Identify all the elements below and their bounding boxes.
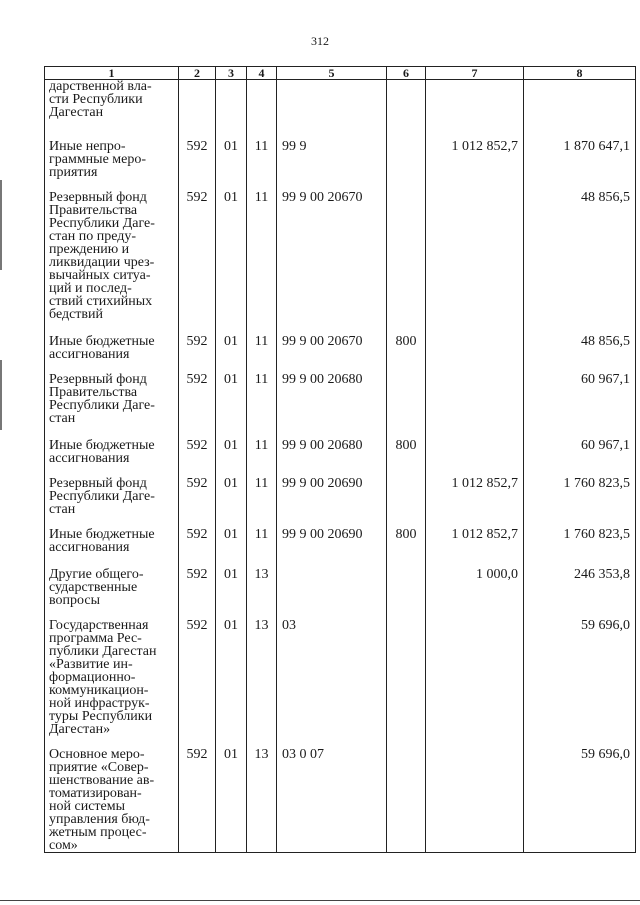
expense-type-cell (387, 607, 426, 736)
subsection-code-cell: 11 (247, 465, 277, 516)
total-amount-cell: 60 967,1 (524, 361, 636, 427)
table-row (45, 128, 636, 179)
row-name-cell (45, 323, 179, 361)
row-name-cell (45, 128, 179, 179)
amount-cell: 1 012 852,7 (426, 465, 524, 516)
row-name-line: Иные бюджетные (49, 437, 155, 453)
admin-code-cell: 592 (179, 179, 216, 323)
target-article-cell: 99 9 00 20680 (277, 361, 387, 427)
scan-edge-mark (0, 180, 2, 270)
admin-code-cell: 592 (179, 427, 216, 465)
subsection-code-cell: 11 (247, 179, 277, 323)
row-name-line: Иные непро- (49, 138, 126, 154)
row-name-line: туры Республики (49, 708, 153, 724)
table-row (45, 607, 636, 736)
row-name-line: жетным процес- (49, 824, 147, 840)
amount-cell (426, 179, 524, 323)
row-name-line: Правительства (49, 202, 138, 218)
row-name-line: дарственной вла- (49, 79, 152, 94)
row-name-line: томатизирован- (49, 785, 142, 801)
budget-table (44, 66, 636, 853)
table-row (45, 736, 636, 853)
row-name-cell (45, 736, 179, 853)
subsection-code-cell: 11 (247, 427, 277, 465)
row-name-line: Государственная (49, 617, 149, 633)
target-article-cell: 99 9 00 20670 (277, 323, 387, 361)
column-header-6: 6 (387, 67, 426, 80)
section-code-cell (216, 80, 247, 128)
column-header-1: 1 (45, 67, 179, 80)
row-name-line: Резервный фонд (49, 371, 147, 387)
section-code-cell: 01 (216, 179, 247, 323)
target-article-cell: 99 9 (277, 128, 387, 179)
amount-cell (426, 361, 524, 427)
expense-type-cell: 800 (387, 427, 426, 465)
row-name-line: приятия (49, 164, 98, 180)
table-body (45, 80, 636, 853)
row-name-line: коммуникацион- (49, 682, 149, 698)
row-name-cell (45, 465, 179, 516)
table-header-row (45, 67, 636, 80)
total-amount-cell: 60 967,1 (524, 427, 636, 465)
column-header-3: 3 (216, 67, 247, 80)
expense-type-cell: 800 (387, 323, 426, 361)
row-name-line: Иные бюджетные (49, 526, 155, 542)
row-name-line: ций и послед- (49, 280, 132, 296)
admin-code-cell: 592 (179, 607, 216, 736)
admin-code-cell: 592 (179, 465, 216, 516)
row-name-line: приятие «Совер- (49, 759, 149, 775)
amount-cell: 1 012 852,7 (426, 128, 524, 179)
expense-type-cell (387, 556, 426, 607)
column-header-8: 8 (524, 67, 636, 80)
row-name-line: ной инфраструк- (49, 695, 150, 711)
row-name-cell (45, 556, 179, 607)
row-name-line: стан по преду- (49, 228, 137, 244)
row-name-line: ассигнования (49, 346, 130, 362)
table-row (45, 323, 636, 361)
row-name-line: Республики Даге- (49, 397, 155, 413)
target-article-cell: 99 9 00 20690 (277, 516, 387, 556)
expense-type-cell: 800 (387, 516, 426, 556)
section-code-cell: 01 (216, 128, 247, 179)
admin-code-cell: 592 (179, 516, 216, 556)
row-name-line: публики Дагестан (49, 643, 157, 659)
expense-type-cell (387, 465, 426, 516)
row-name-line: шенствование ав- (49, 772, 155, 788)
row-name-line: Резервный фонд (49, 475, 147, 491)
row-name-line: сударственные (49, 579, 138, 595)
table-row (45, 427, 636, 465)
subsection-code-cell: 13 (247, 556, 277, 607)
column-header-4: 4 (247, 67, 277, 80)
expense-type-cell (387, 80, 426, 128)
table-row (45, 80, 636, 128)
row-name-line: Республики Даге- (49, 215, 155, 231)
target-article-cell (277, 80, 387, 128)
row-name-cell (45, 516, 179, 556)
total-amount-cell: 246 353,8 (524, 556, 636, 607)
column-header-2: 2 (179, 67, 216, 80)
row-name-line: Республики Даге- (49, 488, 155, 504)
target-article-cell (277, 556, 387, 607)
amount-cell (426, 323, 524, 361)
target-article-cell: 99 9 00 20690 (277, 465, 387, 516)
row-name-line: формационно- (49, 669, 136, 685)
row-name-line: Правительства (49, 384, 138, 400)
row-name-line: Иные бюджетные (49, 333, 155, 349)
row-name-line: ствий стихийных (49, 293, 153, 309)
subsection-code-cell (247, 80, 277, 128)
subsection-code-cell: 11 (247, 361, 277, 427)
admin-code-cell (179, 80, 216, 128)
row-name-line: Резервный фонд (49, 189, 147, 205)
table-row (45, 516, 636, 556)
scan-edge-mark (0, 360, 2, 430)
row-name-line: программа Рес- (49, 630, 142, 646)
row-name-line: граммные меро- (49, 151, 147, 167)
row-name-line: стан (49, 410, 76, 426)
row-name-line: ликвидации чрез- (49, 254, 155, 270)
total-amount-cell: 59 696,0 (524, 607, 636, 736)
section-code-cell: 01 (216, 556, 247, 607)
admin-code-cell: 592 (179, 556, 216, 607)
row-name-line: ной системы (49, 798, 126, 814)
row-name-line: стан (49, 501, 76, 517)
column-header-5: 5 (277, 67, 387, 80)
row-name-cell (45, 361, 179, 427)
target-article-cell: 03 (277, 607, 387, 736)
subsection-code-cell: 11 (247, 128, 277, 179)
total-amount-cell: 1 760 823,5 (524, 465, 636, 516)
expense-type-cell (387, 179, 426, 323)
admin-code-cell: 592 (179, 361, 216, 427)
admin-code-cell: 592 (179, 736, 216, 853)
page-bottom-rule (0, 900, 640, 901)
table-row (45, 179, 636, 323)
section-code-cell: 01 (216, 361, 247, 427)
total-amount-cell (524, 80, 636, 128)
section-code-cell: 01 (216, 427, 247, 465)
target-article-cell: 03 0 07 (277, 736, 387, 853)
table-row (45, 556, 636, 607)
row-name-line: бедствий (49, 306, 104, 322)
subsection-code-cell: 11 (247, 516, 277, 556)
amount-cell (426, 427, 524, 465)
section-code-cell: 01 (216, 736, 247, 853)
row-name-line: Дагестан» (49, 721, 111, 737)
amount-cell: 1 012 852,7 (426, 516, 524, 556)
row-name-cell (45, 427, 179, 465)
section-code-cell: 01 (216, 516, 247, 556)
row-name-cell (45, 607, 179, 736)
row-name-cell (45, 179, 179, 323)
row-name-line: Другие общего- (49, 566, 144, 582)
row-name-line: вопросы (49, 592, 100, 608)
admin-code-cell: 592 (179, 323, 216, 361)
row-name-line: управления бюд- (49, 811, 150, 827)
subsection-code-cell: 13 (247, 607, 277, 736)
table-row (45, 361, 636, 427)
amount-cell (426, 736, 524, 853)
total-amount-cell: 48 856,5 (524, 323, 636, 361)
section-code-cell: 01 (216, 465, 247, 516)
table-row (45, 465, 636, 516)
column-header-7: 7 (426, 67, 524, 80)
subsection-code-cell: 11 (247, 323, 277, 361)
row-name-line: Основное меро- (49, 746, 145, 762)
target-article-cell: 99 9 00 20670 (277, 179, 387, 323)
row-name-line: «Развитие ин- (49, 656, 133, 672)
admin-code-cell: 592 (179, 128, 216, 179)
amount-cell (426, 80, 524, 128)
row-name-line: ассигнования (49, 450, 130, 466)
subsection-code-cell: 13 (247, 736, 277, 853)
total-amount-cell: 1 760 823,5 (524, 516, 636, 556)
row-name-line: преждению и (49, 241, 130, 257)
expense-type-cell (387, 128, 426, 179)
row-name-cell (45, 80, 179, 128)
row-name-line: сом» (49, 837, 78, 853)
row-name-line: Дагестан (49, 105, 104, 120)
row-name-line: сти Республики (49, 92, 143, 107)
expense-type-cell (387, 361, 426, 427)
expense-type-cell (387, 736, 426, 853)
total-amount-cell: 48 856,5 (524, 179, 636, 323)
row-name-line: вычайных ситуа- (49, 267, 151, 283)
total-amount-cell: 1 870 647,1 (524, 128, 636, 179)
amount-cell: 1 000,0 (426, 556, 524, 607)
page-number: 312 (311, 34, 329, 48)
section-code-cell: 01 (216, 607, 247, 736)
total-amount-cell: 59 696,0 (524, 736, 636, 853)
amount-cell (426, 607, 524, 736)
target-article-cell: 99 9 00 20680 (277, 427, 387, 465)
section-code-cell: 01 (216, 323, 247, 361)
row-name-line: ассигнования (49, 539, 130, 555)
